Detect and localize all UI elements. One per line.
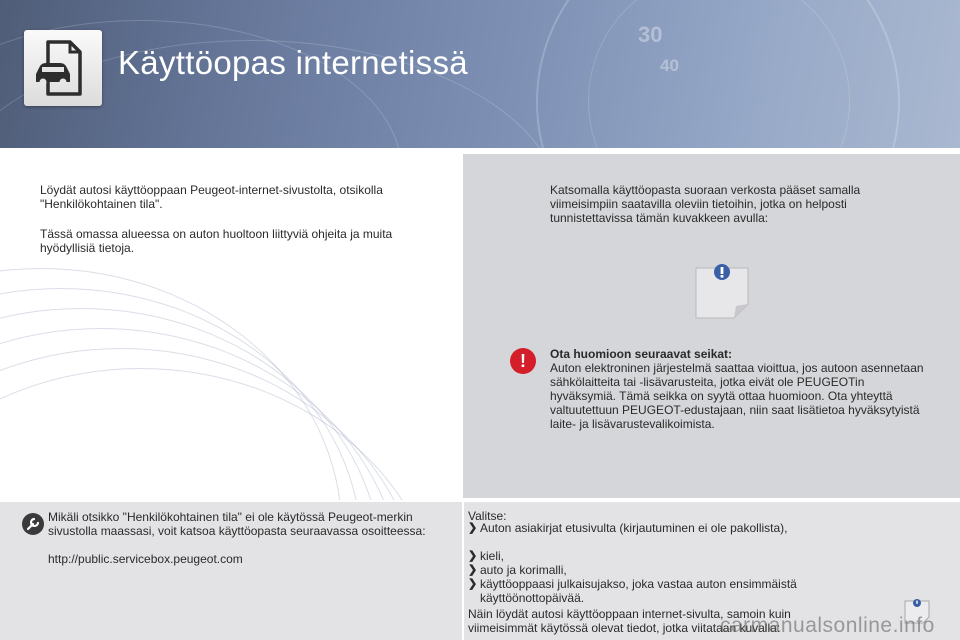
notice-title: Ota huomioon seuraavat seikat:	[550, 347, 733, 361]
speed-label-40: 40	[660, 56, 679, 75]
select-lead: Valitse:	[468, 509, 507, 523]
page-header	[0, 0, 960, 148]
notice-body: Auton elektroninen järjestelmä saattaa vioittua, jos autoon asennetaan sähkölaitteita tai -lisävarusteita, jotka eivät ole PEUGEOTin hyväksymiä. Tämä seikka on syytä ottaa huomioon. Ota yhteyttä valtuutettuun PEUGEOT-edustajaan, niin saat lisätietoa hyväksytyistä laite- ja lisävarustevalikoimista.	[550, 361, 924, 431]
list-item-continuation: käyttöönottopäivää.	[480, 591, 585, 605]
fallback-url: http://public.servicebox.peugeot.com	[48, 552, 243, 566]
alert-document-icon	[694, 262, 750, 320]
info-paragraph: Tässä omassa alueessa on auton huoltoon liittyviä ohjeita ja muita hyödyllisiä tietoja.	[40, 227, 393, 255]
chevron-right-icon: ❯	[468, 564, 478, 576]
exclamation-icon: !	[510, 348, 536, 374]
watermark: carmanualsonline.info	[720, 614, 935, 637]
online-intro-paragraph: Katsomalla käyttöopasta suoraan verkosta pääset samalla viimeisimpiin saatavilla oleviin tietoihin, jotka on helposti tunnistettavissa tämän kuvakkeen avulla:	[550, 183, 861, 225]
wrench-icon	[22, 513, 44, 535]
speedometer-dial-inner	[588, 0, 850, 148]
speed-label-30: 30	[638, 22, 663, 47]
bottom-divider	[462, 502, 464, 640]
document-car-icon	[24, 30, 102, 106]
decorative-curve	[0, 368, 442, 500]
intro-paragraph: Löydät autosi käyttöoppaan Peugeot-internet-sivustolta, otsikolla "Henkilökohtainen tila".	[40, 183, 383, 211]
page-title: Käyttöopas internetissä	[118, 44, 468, 81]
closing-paragraph: Näin löydät autosi käyttöoppaan internet-sivulta, samoin kuin viimeisimmät käytössä olevat tiedot, jotka viitataan kuvalla:	[468, 607, 791, 635]
fallback-paragraph: Mikäli otsikko "Henkilökohtainen tila" ei ole käytössä Peugeot-merkin sivustolla maassasi, voit katsoa käyttöopasta seuraavassa osoitteessa:	[48, 510, 426, 538]
chevron-right-icon: ❯	[468, 550, 478, 562]
chevron-right-icon: ❯	[468, 522, 478, 534]
chevron-right-icon: ❯	[468, 578, 478, 590]
